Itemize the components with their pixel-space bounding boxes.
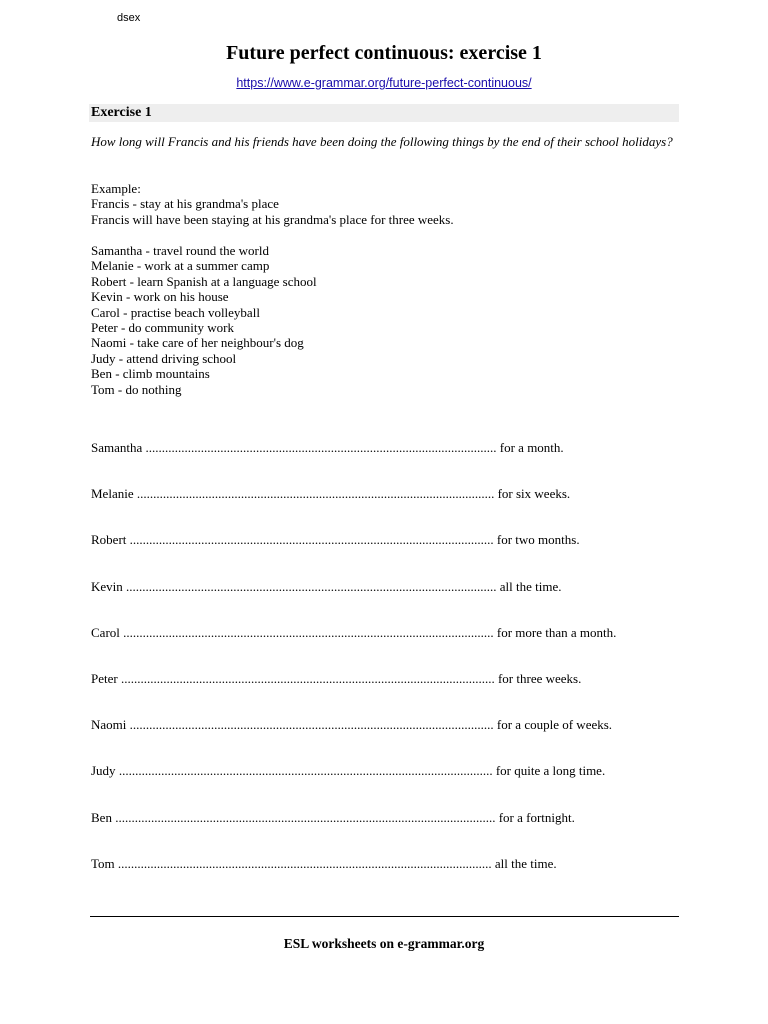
prompt-item: Melanie - work at a summer camp [91,258,270,274]
answer-row [91,579,691,625]
answer-list [91,440,691,902]
answer-row [91,625,691,671]
exercise-instruction: How long will Francis and his friends have been doing the following things by the end of their school holidays? [91,134,673,149]
answer-row [91,486,691,532]
answer-name: Tom [91,855,115,871]
answer-ending: for three weeks. [497,670,582,686]
footer-divider [90,916,679,917]
answer-ending: for six weeks. [497,486,571,502]
answer-ending: for a couple of weeks. [496,717,613,733]
answer-name: Melanie [91,486,134,502]
answer-blank[interactable]: .................................................................................................................. [123,624,494,640]
example-answer: Francis will have been staying at his grandma's place for three weeks. [91,211,454,227]
answer-row [91,717,691,763]
prompt-item: Carol - practise beach volleyball [91,304,260,320]
answer-row [91,810,691,856]
answer-blank[interactable]: ................................................................................................................ [129,717,494,733]
footer-text: ESL worksheets on e-grammar.org [283,936,485,951]
answer-row [91,440,691,486]
answer-name: Carol [91,624,120,640]
example-prompt: Francis - stay at his grandma's place [91,196,279,212]
answer-row [91,671,691,717]
prompt-item: Ben - climb mountains [91,366,210,382]
prompt-item: Naomi - take care of her neighbour's dog [91,335,304,351]
answer-name: Robert [91,532,127,548]
prompt-item: Kevin - work on his house [91,289,229,305]
source-link[interactable]: https://www.e-grammar.org/future-perfect-continuous/ [236,76,532,90]
header-tag: dsex [117,12,141,24]
answer-ending: for a fortnight. [498,809,575,825]
answer-row [91,763,691,809]
answer-blank[interactable]: ................................................................................................................... [120,670,495,686]
answer-ending: for more than a month. [496,624,617,640]
example-block [91,181,454,227]
answer-blank[interactable]: ............................................................................................................ [145,440,497,455]
answer-name: Samantha [91,440,143,455]
exercise-heading: Exercise 1 [89,104,679,122]
prompt-item: Tom - do nothing [91,381,182,397]
answer-ending: for quite a long time. [495,763,606,779]
answer-ending: for two months. [496,532,580,548]
answer-ending: all the time. [499,578,562,594]
example-label: Example: [91,181,141,196]
answer-name: Ben [91,809,112,825]
answer-blank[interactable]: ................................................................................................................ [129,532,494,548]
answer-blank[interactable]: ..................................................................................................................... [115,809,496,825]
answer-blank[interactable]: .............................................................................................................. [136,486,495,502]
prompt-item: Robert - learn Spanish at a language school [91,273,317,289]
answer-blank[interactable]: ................................................................................................................... [117,855,492,871]
answer-name: Peter [91,670,118,686]
answer-name: Naomi [91,717,127,733]
prompt-item: Peter - do community work [91,320,234,336]
prompt-item: Samantha - travel round the world [91,243,269,258]
answer-name: Judy [91,763,116,779]
answer-name: Kevin [91,578,123,594]
prompt-item: Judy - attend driving school [91,350,237,366]
answer-row [91,532,691,578]
answer-row [91,856,691,902]
answer-ending: all the time. [494,855,557,871]
answer-blank[interactable]: ................................................................................................................... [118,763,493,779]
page-title: Future perfect continuous: exercise 1 [226,42,542,64]
answer-ending: for a month. [499,440,564,455]
prompt-list [91,243,317,397]
answer-blank[interactable]: .................................................................................................................. [126,578,497,594]
